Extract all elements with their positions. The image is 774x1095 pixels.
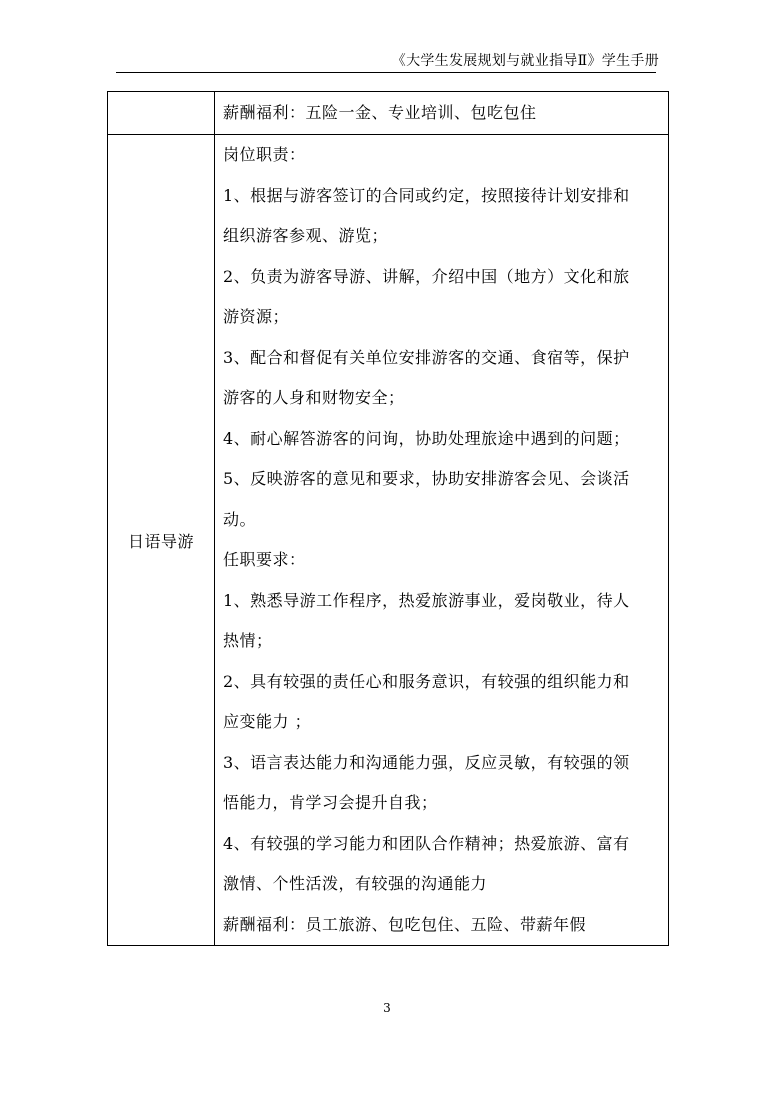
header-divider xyxy=(116,72,656,73)
detail-line: 组织游客参观、游览； xyxy=(223,226,389,245)
detail-line: 4、耐心解答游客的问询，协助处理旅途中遇到的问题； xyxy=(223,428,630,448)
detail-line: 游客的人身和财物安全； xyxy=(223,388,405,407)
detail-line: 1、根据与游客签订的合同或约定，按照接待计划安排和 xyxy=(223,185,630,205)
detail-line: 5、反映游客的意见和要求，协助安排游客会见、会谈活 xyxy=(223,469,630,488)
detail-line: 动。 xyxy=(223,509,257,529)
empty-job-cell xyxy=(108,92,215,135)
job-title-cell xyxy=(108,135,215,946)
detail-line: 4、有较强的学习能力和团队合作精神；热爱旅游、富有 xyxy=(223,833,630,853)
detail-line: 2、负责为游客导游、讲解，介绍中国（地方）文化和旅 xyxy=(223,266,630,286)
detail-line: 悟能力，肯学习会提升自我； xyxy=(223,793,438,812)
detail-line: 任职要求： xyxy=(223,550,306,569)
job-details-cell xyxy=(215,135,669,946)
detail-line: 热情； xyxy=(223,631,273,650)
detail-line: 游资源； xyxy=(223,307,290,326)
job-title: 日语导游 xyxy=(127,531,194,551)
detail-line: 薪酬福利：员工旅游、包吃包住、五险、带薪年假 xyxy=(223,914,587,934)
page-number: 3 xyxy=(383,1001,391,1015)
benefits-cell xyxy=(215,92,669,135)
detail-line: 3、语言表达能力和沟通能力强，反应灵敏，有较强的领 xyxy=(223,752,630,772)
table-row xyxy=(108,135,669,946)
benefits-text: 薪酬福利：五险一金、专业培训、包吃包住 xyxy=(223,103,537,122)
detail-line: 2、具有较强的责任心和服务意识，有较强的组织能力和 xyxy=(223,671,630,691)
detail-line: 3、配合和督促有关单位安排游客的交通、食宿等，保护 xyxy=(223,347,630,367)
detail-line: 应变能力 ； xyxy=(223,712,312,731)
detail-line: 1、熟悉导游工作程序，热爱旅游事业，爱岗敬业，待人 xyxy=(223,590,630,610)
running-header: 《大学生发展规划与就业指导Ⅱ》学生手册 xyxy=(391,53,659,69)
job-table xyxy=(107,91,669,946)
detail-line: 岗位职责： xyxy=(223,145,306,164)
detail-line: 激情、个性活泼，有较强的沟通能力 xyxy=(223,874,488,893)
table-row xyxy=(108,92,669,135)
